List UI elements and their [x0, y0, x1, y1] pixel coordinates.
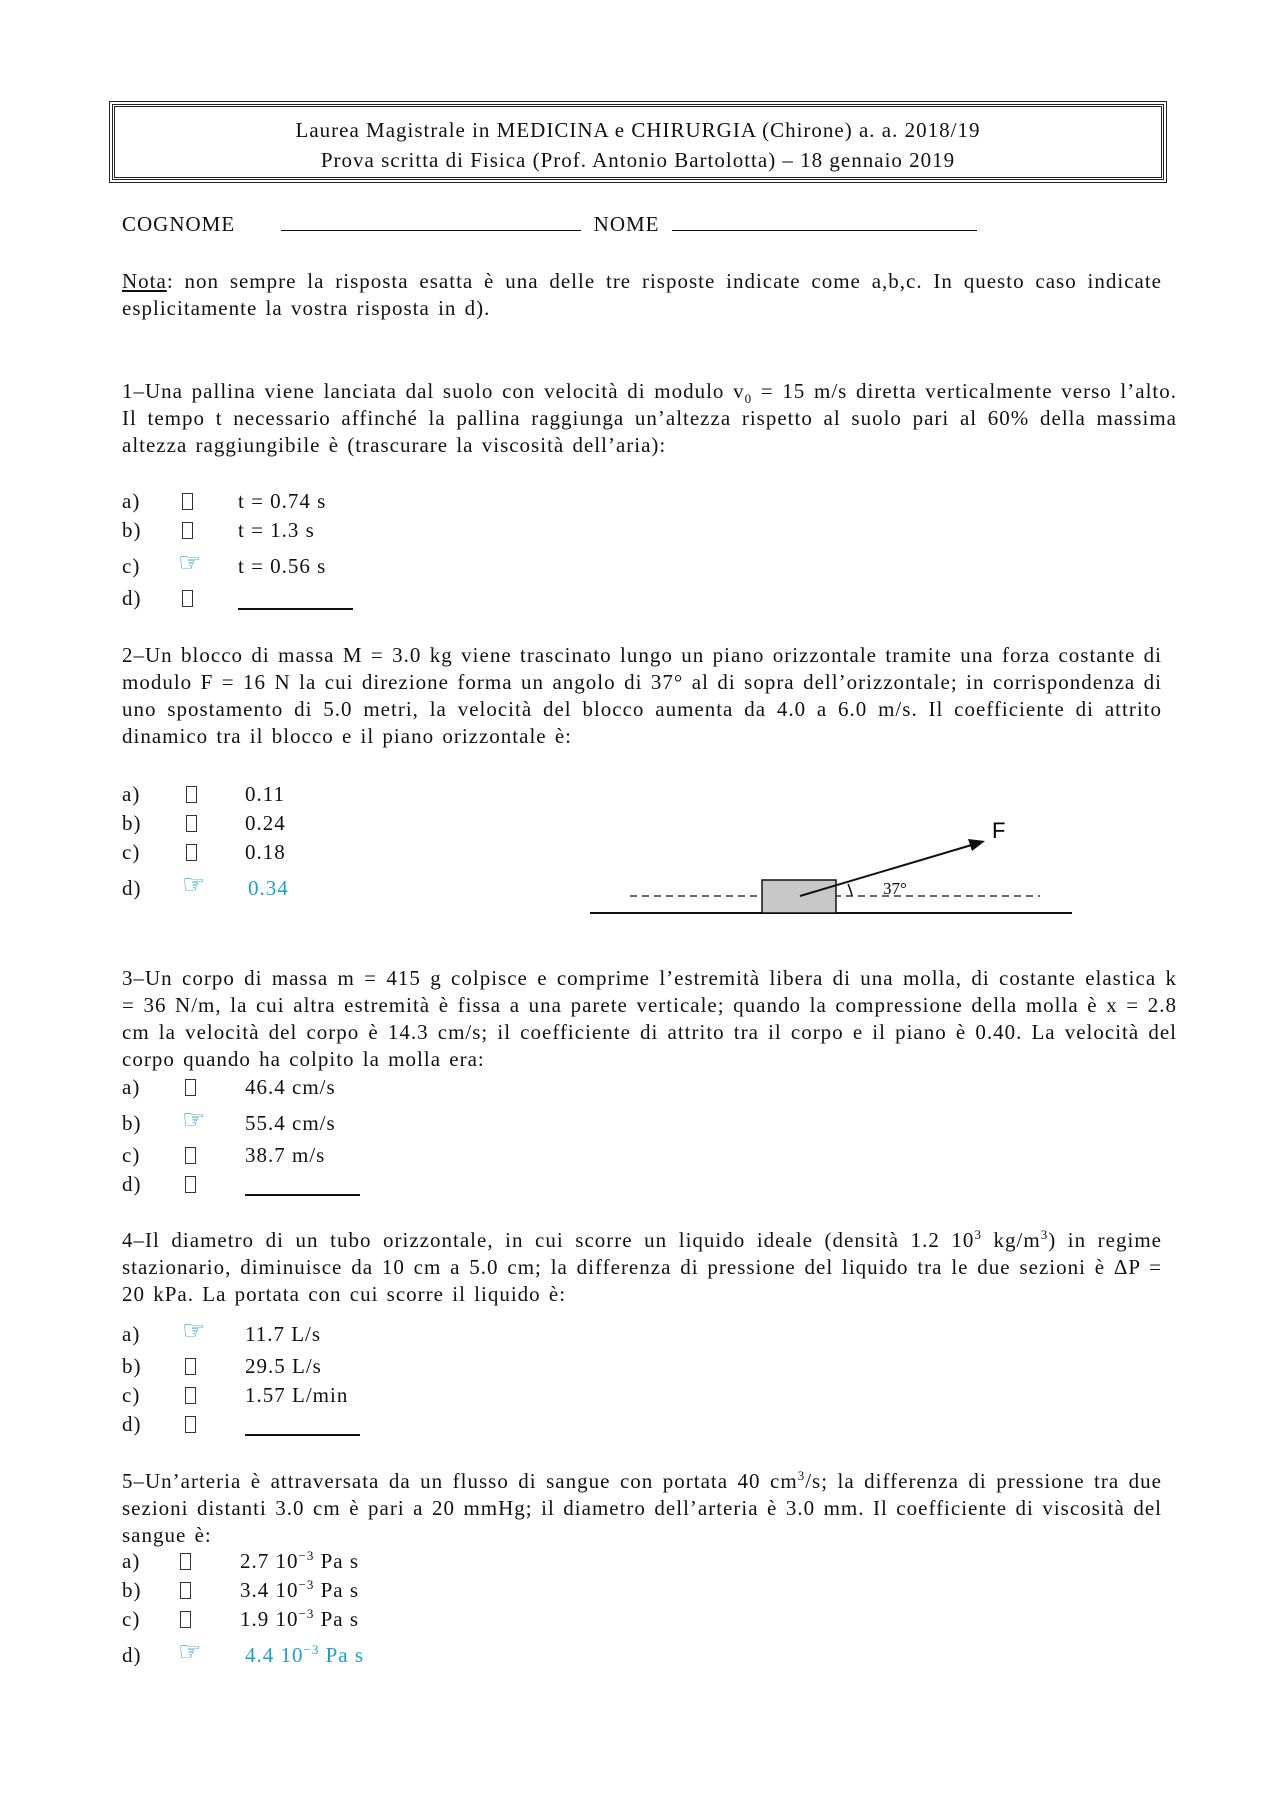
option-value: t = 1.3 s	[238, 518, 315, 542]
option-letter: a)	[122, 489, 141, 513]
option-letter: b)	[122, 518, 142, 542]
checkbox-icon[interactable]	[185, 1176, 196, 1193]
cognome-field[interactable]	[281, 212, 581, 231]
checkbox-icon[interactable]	[185, 1387, 196, 1404]
checkbox-icon[interactable]	[186, 815, 197, 832]
option-unit: Pa s	[314, 1549, 360, 1573]
option-exponent: −3	[298, 1606, 315, 1621]
option-value: 55.4 cm/s	[245, 1111, 336, 1135]
question-3-text	[122, 965, 1177, 1073]
question-2-text	[122, 642, 1162, 750]
block-rect	[762, 880, 836, 913]
option-letter: c)	[122, 840, 141, 864]
answer-blank-line[interactable]	[245, 1194, 360, 1196]
q4-superscript-2: 3	[1040, 1227, 1049, 1242]
option-value: 46.4 cm/s	[245, 1075, 336, 1099]
option-value: 1.9 10	[240, 1607, 299, 1631]
option-letter: b)	[122, 1578, 142, 1602]
angle-arc	[848, 884, 852, 896]
checkbox-icon[interactable]	[182, 590, 193, 607]
option-letter: b)	[122, 811, 142, 835]
nota-text: : non sempre la risposta esatta è una delle tre risposte indicate come a,b,c. In questo caso indicate esplicitamente la vostra risposta in d).	[122, 269, 1162, 320]
q1-subscript: 0	[744, 391, 753, 407]
option-letter: c)	[122, 1143, 141, 1167]
q4-text-part-b: kg/m	[981, 1228, 1041, 1252]
option-letter: d)	[122, 1172, 142, 1196]
q2-text: 2–Un blocco di massa M = 3.0 kg viene trascinato lungo un piano orizzontale tramite una forza costante di modulo F = 16 N la cui direzione forma un angolo di 37° al di sopra dell’orizzontale; in corrispondenza di uno spostamento di 5.0 metri, la velocità del blocco aumenta da 4.0 a 6.0 m/s. Il coefficiente di attrito dinamico tra il blocco e il piano orizzontale è:	[122, 643, 1162, 748]
answer-blank-line[interactable]	[245, 1434, 360, 1436]
nota-label: Nota	[122, 269, 167, 293]
pointing-hand-icon: ☞	[182, 1316, 207, 1346]
checkbox-icon[interactable]	[180, 1553, 191, 1570]
checkbox-icon[interactable]	[180, 1582, 191, 1599]
nota-paragraph	[122, 268, 1162, 322]
option-value: 2.7 10	[240, 1549, 299, 1573]
checkbox-icon[interactable]	[180, 1611, 191, 1628]
exam-header	[112, 104, 1164, 180]
question-5-text	[122, 1468, 1162, 1549]
q3-text: 3–Un corpo di massa m = 415 g colpisce e comprime l’estremità libera di una molla, di costante elastica k = 36 N/m, la cui altra estremità è fissa a una parete verticale; quando la compressione della molla è x = 2.8 cm la velocità del corpo è 14.3 cm/s; il coefficiente di attrito tra il corpo e il piano è 0.40. La velocità del corpo quando ha colpito la molla era:	[122, 966, 1177, 1071]
option-letter: c)	[122, 1607, 141, 1631]
option-value: 0.11	[245, 782, 285, 806]
header-exam-line: Prova scritta di Fisica (Prof. Antonio Bartolotta) – 18 gennaio 2019	[320, 148, 956, 172]
option-exponent: −3	[298, 1548, 315, 1563]
option-letter: a)	[122, 782, 141, 806]
checkbox-icon[interactable]	[182, 493, 193, 510]
option-value: 0.34	[248, 876, 289, 900]
q4-text-part-a: 4–Il diametro di un tubo orizzontale, in cui scorre un liquido ideale (densità 1.2 10	[122, 1228, 975, 1252]
name-fields-row	[122, 212, 983, 237]
option-letter: d)	[122, 1412, 142, 1436]
option-letter: d)	[122, 586, 142, 610]
q4-text-part-c: ) in regime stazionario, diminuisce da 10 cm a 5.0 cm; la differenza di pressione del liquido tra le due sezioni è ΔP = 20 kPa. La portata con cui scorre il liquido è:	[122, 1228, 1162, 1306]
option-exponent: −3	[298, 1577, 315, 1592]
option-letter: d)	[122, 1643, 142, 1667]
option-value: 11.7 L/s	[245, 1322, 322, 1346]
option-unit: Pa s	[314, 1607, 360, 1631]
q5-text-part-b: /s; la differenza di pressione tra due sezioni distanti 3.0 cm è pari a 20 mmHg; il diametro dell’arteria è 3.0 mm. Il coefficiente di viscosità del sangue è:	[122, 1469, 1162, 1547]
option-letter: c)	[122, 1383, 141, 1407]
option-letter: b)	[122, 1111, 142, 1135]
option-value: t = 0.74 s	[238, 489, 327, 513]
option-value: 3.4 10	[240, 1578, 299, 1602]
question-4-text	[122, 1227, 1162, 1308]
answer-blank-line[interactable]	[238, 608, 353, 610]
option-letter: d)	[122, 876, 142, 900]
option-value: 0.24	[245, 811, 286, 835]
q1-text-part-a: 1–Una pallina viene lanciata dal suolo con velocità di modulo v	[122, 379, 745, 403]
angle-label: 37°	[883, 879, 907, 898]
q4-superscript-1: 3	[974, 1227, 982, 1242]
force-label: F	[992, 818, 1006, 843]
option-value: 1.57 L/min	[245, 1383, 349, 1407]
checkbox-icon[interactable]	[186, 786, 197, 803]
pointing-hand-icon: ☞	[182, 1105, 207, 1135]
option-letter: a)	[122, 1322, 141, 1346]
question-1-text	[122, 378, 1177, 459]
block-force-diagram	[590, 818, 1090, 928]
option-value: t = 0.56 s	[238, 554, 327, 578]
checkbox-icon[interactable]	[185, 1358, 196, 1375]
checkbox-icon[interactable]	[186, 844, 197, 861]
option-value: 0.18	[245, 840, 286, 864]
option-value: 4.4 10	[245, 1643, 304, 1667]
option-exponent: −3	[303, 1642, 320, 1657]
option-value: 29.5 L/s	[245, 1354, 322, 1378]
option-letter: b)	[122, 1354, 142, 1378]
option-letter: a)	[122, 1549, 141, 1573]
q1-text-part-b: = 15 m/s diretta verticalmente verso l’alto. Il tempo t necessario affinché la pallina raggiunga un’altezza rispetto al suolo pari al 60% della massima altezza raggiungibile è (trascurare la viscosità dell’aria):	[122, 379, 1177, 457]
pointing-hand-icon: ☞	[178, 1637, 203, 1667]
checkbox-icon[interactable]	[185, 1147, 196, 1164]
force-arrow-head	[968, 839, 985, 851]
nome-field[interactable]	[672, 212, 977, 231]
nome-label: NOME	[593, 212, 660, 236]
pointing-hand-icon: ☞	[182, 870, 207, 900]
q5-superscript: 3	[797, 1468, 806, 1483]
checkbox-icon[interactable]	[185, 1079, 196, 1096]
option-unit: Pa s	[314, 1578, 360, 1602]
checkbox-icon[interactable]	[185, 1416, 196, 1433]
q5-text-part-a: 5–Un’arteria è attraversata da un flusso di sangue con portata 40 cm	[122, 1469, 798, 1493]
checkbox-icon[interactable]	[182, 522, 193, 539]
option-value: 38.7 m/s	[245, 1143, 326, 1167]
option-unit: Pa s	[319, 1643, 365, 1667]
option-letter: a)	[122, 1075, 141, 1099]
cognome-label: COGNOME	[122, 212, 236, 236]
pointing-hand-icon: ☞	[178, 548, 203, 578]
option-letter: c)	[122, 554, 141, 578]
header-course-line: Laurea Magistrale in MEDICINA e CHIRURGIA (Chirone) a. a. 2018/19	[295, 118, 981, 142]
